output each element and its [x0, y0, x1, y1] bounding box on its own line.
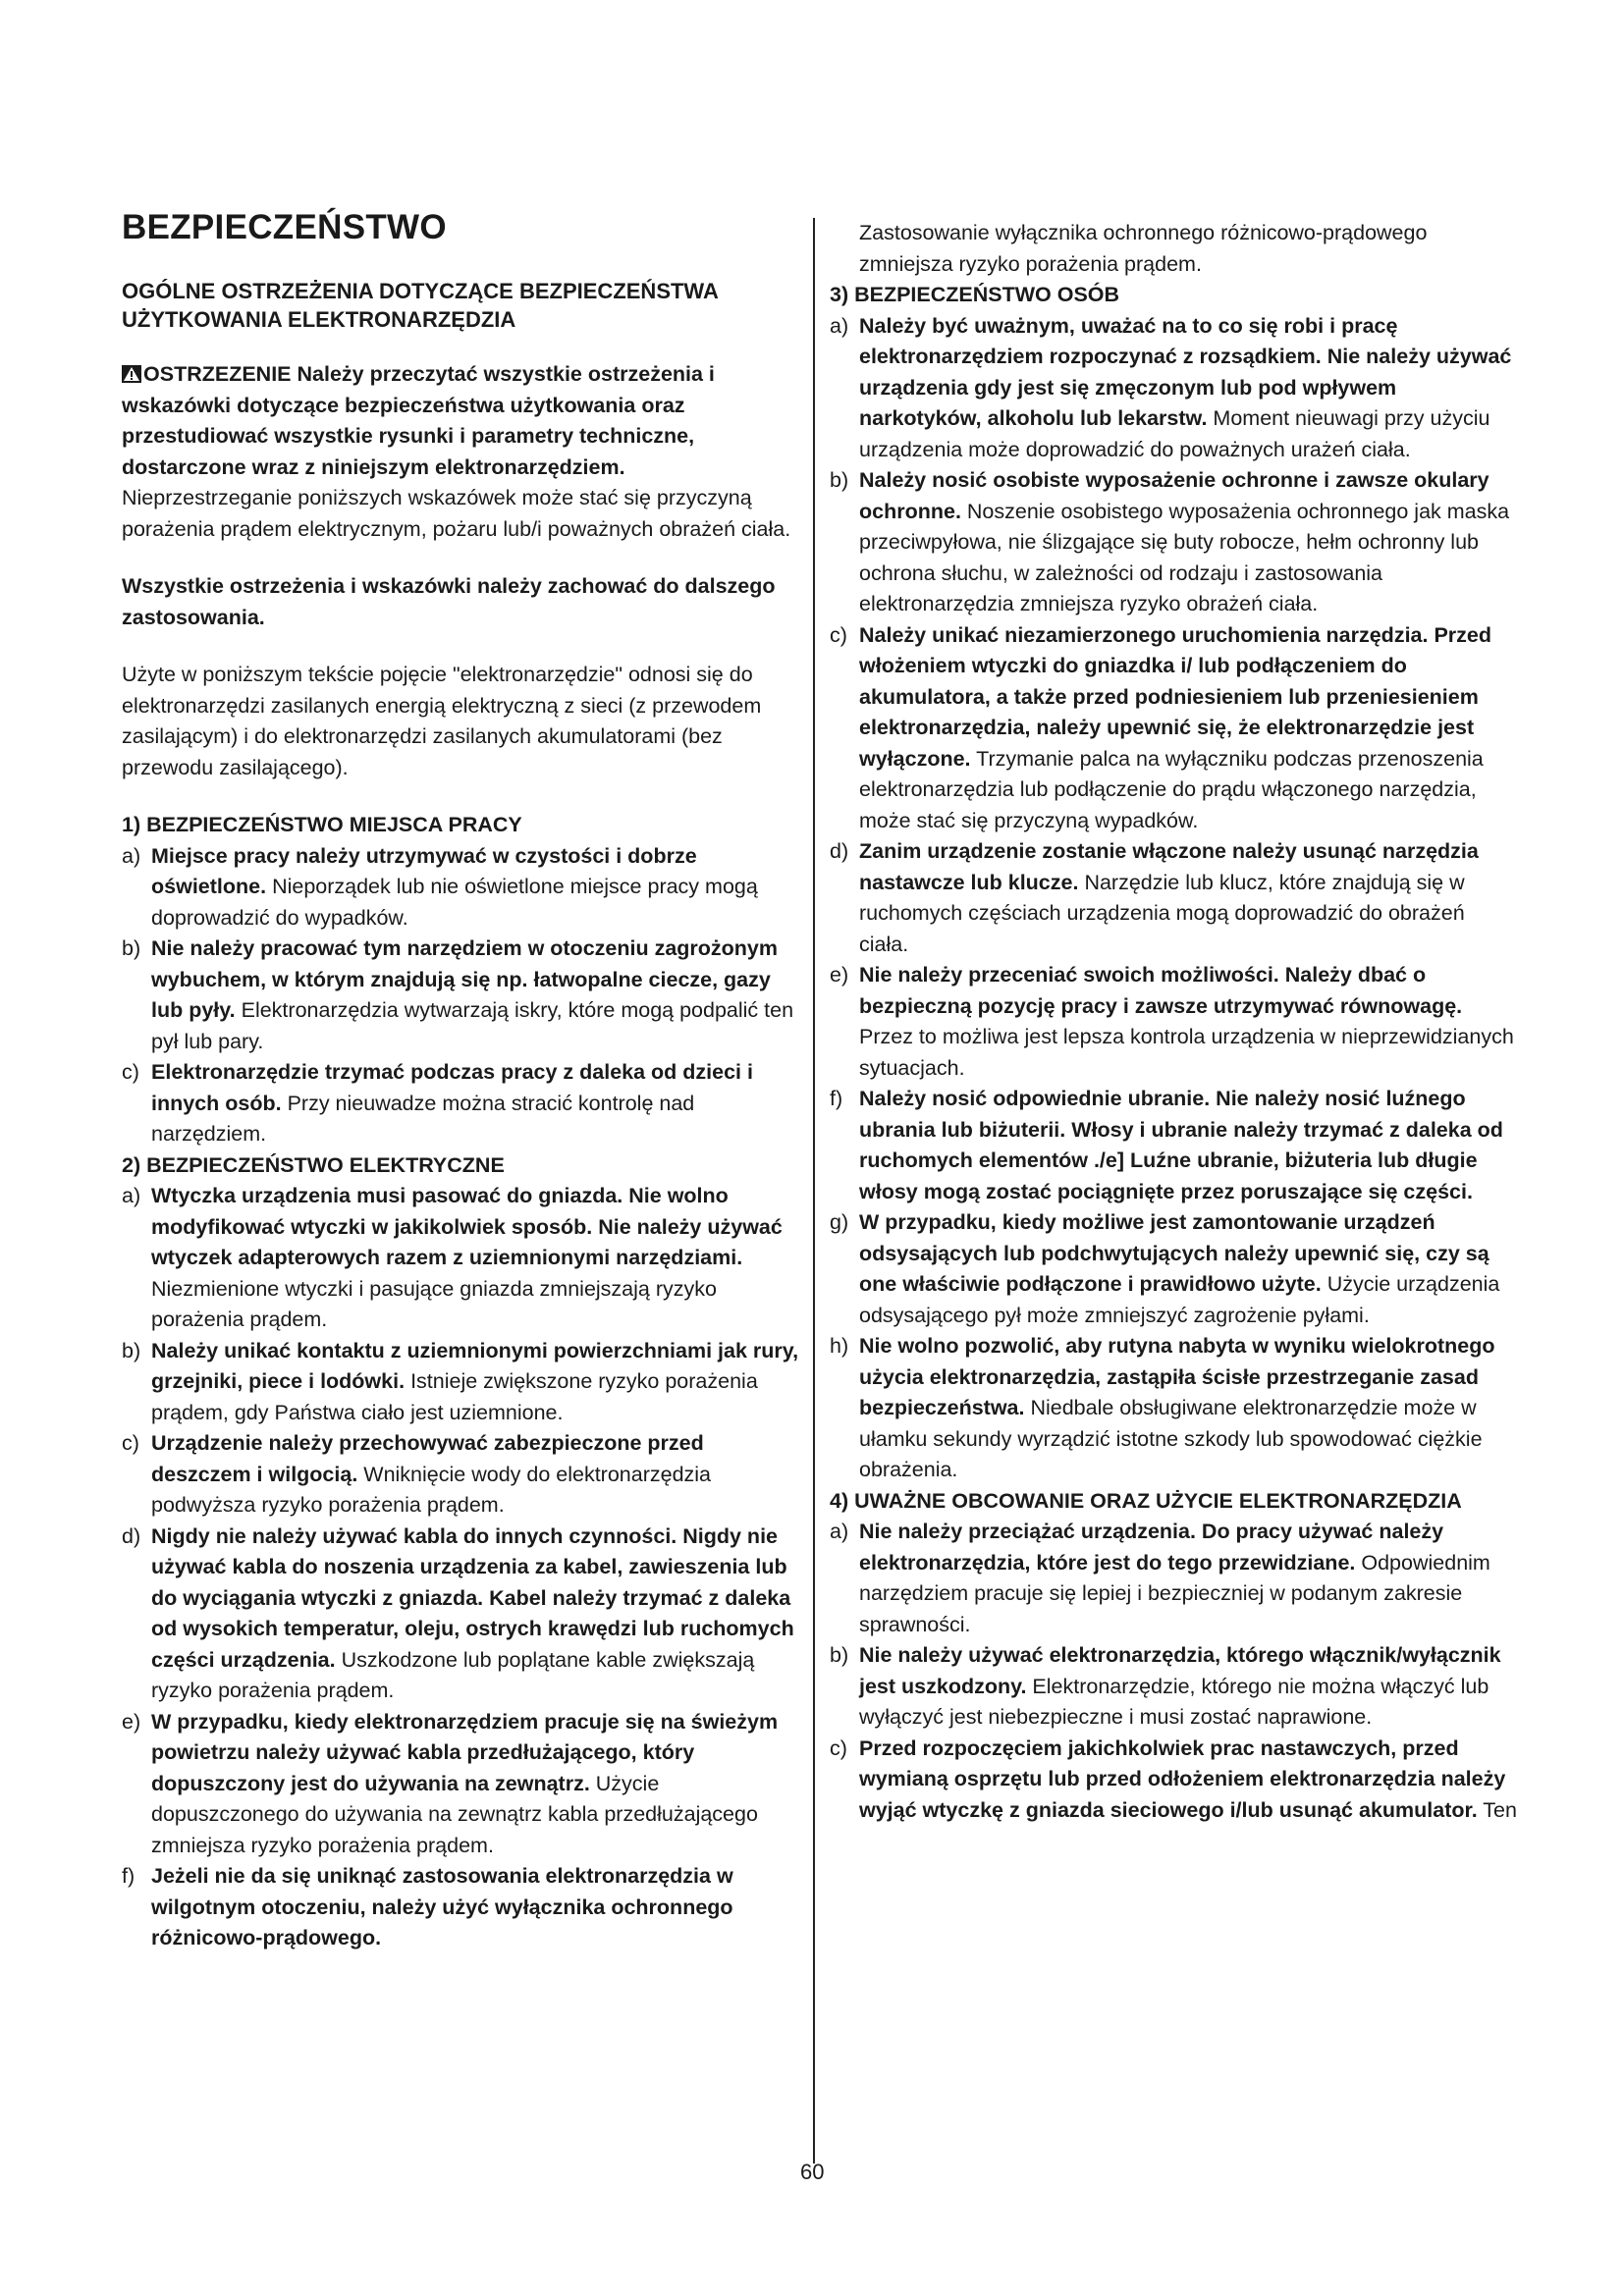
keep-note: Wszystkie ostrzeżenia i wskazówki należy zachować do dalszego zastosowania.: [122, 574, 776, 629]
list-item: f) Jeżeli nie da się uniknąć zastosowania elektronarzędzia w wilgotnym otoczeniu, należy użyć wyłącznika ochronnego różnicowo-prądowego.: [122, 1864, 733, 1949]
list-item: a) Miejsce pracy należy utrzymywać w czystości i dobrze oświetlone. Nieporządek lub nie oświetlone miejsce pracy mogą doprowadzić do wypadków.: [122, 843, 758, 930]
section-4-title: 4) UWAŻNE OBCOWANIE ORAZ UŻYCIE ELEKTRONARZĘDZIA: [830, 1488, 1462, 1513]
left-column: [122, 208, 799, 1954]
continuation-text: Zastosowanie wyłącznika ochronnego różnicowo-prądowego zmniejsza ryzyko porażenia prądem.: [859, 221, 1428, 276]
list-item: b) Nie należy używać elektronarzędzia, którego włącznik/wyłącznik jest uszkodzony. Elektronarzędzie, którego nie można włączyć lub wyłączyć jest niebezpieczne i musi zostać naprawione.: [830, 1643, 1501, 1729]
list-item: f) Należy nosić odpowiednie ubranie. Nie należy nosić luźnego ubrania lub biżuterii. Włosy i ubranie należy trzymać z daleka od ruchomych elementów ./e] Luźne ubranie, biżuteria lub długie włosy mogą zostać pociągnięte przez poruszające się części.: [830, 1087, 1503, 1203]
list-item: b) Nie należy pracować tym narzędziem w otoczeniu zagrożonym wybuchem, w którym znajdują się np. łatwopalne ciecze, gazy lub pyły. Elektronarzędzia wytwarzają iskry, które mogą podpalić ten pył lub pary.: [122, 936, 794, 1053]
list-item: a) Należy być uważnym, uważać na to co się robi i pracę elektronarzędziem rozpoczynać z rozsądkiem. Nie należy używać urządzenia gdy jest się zmęczonym lub pod wpływem narkotyków, alkoholu lub lekarstw. Moment nieuwagi przy użyciu urządzenia może doprowadzić do poważnych urażeń ciała.: [830, 313, 1512, 461]
definition-paragraph: Użyte w poniższym tekście pojęcie "elektronarzędzie" odnosi się do elektronarzędzi zasilanych energią elektryczną z sieci (z przewodem zasilającym) i do elektronarzędzi zasilanych akumulatorami (bez przewodu zasilającego).: [122, 663, 762, 779]
list-item: h) Nie wolno pozwolić, aby rutyna nabyta w wyniku wielokrotnego użycia elektronarzędzia, zastąpiła ścisłe przestrzeganie zasad bezpieczeństwa. Niedbale obsługiwane elektronarzędzie może w ułamku sekundy wyrządzić istotne szkody lub spowodować ciężkie obrażenia.: [830, 1334, 1495, 1481]
warning-paragraph: [122, 359, 799, 545]
list-item: b) Należy nosić osobiste wyposażenie ochronne i zawsze okulary ochronne. Noszenie osobistego wyposażenia ochronnego jak maska przeciwpyłowa, nie ślizgające się buty robocze, hełm ochronny lub ochrona słuchu, w zależności od rodzaju i zastosowania elektronarzędzia zmniejsza ryzyko obrażeń ciała.: [830, 468, 1510, 615]
warning-bold: OSTRZEZENIE Należy przeczytać wszystkie ostrzeżenia i wskazówki dotyczące bezpieczeństwa użytkowania oraz przestudiować wszystkie rysunki i parametry techniczne, dostarczone wraz z niniejszym elektronarzędziem.: [122, 362, 715, 479]
list-item: b) Należy unikać kontaktu z uziemnionymi powierzchniami jak rury, grzejniki, piece i lodówki. Istnieje zwiększone ryzyko porażenia prądem, gdy Państwa ciało jest uziemnione.: [122, 1338, 799, 1424]
right-column: [830, 218, 1517, 1826]
warning-normal: Nieprzestrzeganie poniższych wskazówek może stać się przyczyną porażenia prądem elektrycznym, pożaru lub/i poważnych obrażeń ciała.: [122, 486, 791, 541]
list-item: a) Wtyczka urządzenia musi pasować do gniazda. Nie wolno modyfikować wtyczki w jakikolwiek sposób. Nie należy używać wtyczek adapterowych razem z uziemnionymi narzędziami. Niezmienione wtyczki i pasujące gniazda zmniejszają ryzyko porażenia prądem.: [122, 1184, 783, 1331]
list-item: c) Urządzenie należy przechowywać zabezpieczone przed deszczem i wilgocią. Wniknięcie wody do elektronarzędzia podwyższa ryzyko porażenia prądem.: [122, 1431, 712, 1517]
list-item: d) Nigdy nie należy używać kabla do innych czynności. Nigdy nie używać kabla do noszenia urządzenia za kabel, zawieszenia lub do wyciągania wtyczki z gniazda. Kabel należy trzymać z daleka od wysokich temperatur, oleju, ostrych krawędzi lub ruchomych części urządzenia. Uszkodzone lub poplątane kable zwiększają ryzyko porażenia prądem.: [122, 1523, 794, 1702]
list-item: a) Nie należy przeciążać urządzenia. Do pracy używać należy elektronarzędzia, które jest do tego przewidziane. Odpowiednim narzędziem pracuje się lepiej i bezpieczniej w podanym zakresie sprawności.: [830, 1520, 1490, 1636]
section-3-title: 3) BEZPIECZEŃSTWO OSÓB: [830, 283, 1120, 306]
subtitle: OGÓLNE OSTRZEŻENIA DOTYCZĄCE BEZPIECZEŃSTWA UŻYTKOWANIA ELEKTRONARZĘDZIA: [122, 279, 719, 332]
page-title: BEZPIECZEŃSTWO: [122, 208, 447, 246]
list-item: c) Elektronarzędzie trzymać podczas pracy z daleka od dzieci i innych osób. Przy nieuwadze można stracić kontrolę nad narzędziem.: [122, 1060, 753, 1146]
warning-triangle-icon: [122, 365, 141, 383]
page-number: 60: [800, 2160, 825, 2184]
list-item: g) W przypadku, kiedy możliwe jest zamontowanie urządzeń odsysających lub podchwytujących należy upewnić się, czy są one właściwie podłączone i prawidłowo użyte. Użycie urządzenia odsysającego pył może zmniejszyć zagrożenie pyłami.: [830, 1210, 1500, 1327]
section-1-title: 1) BEZPIECZEŃSTWO MIEJSCA PRACY: [122, 813, 522, 836]
list-item: e) Nie należy przeceniać swoich możliwości. Należy dbać o bezpieczną pozycję pracy i zawsze utrzymywać równowagę. Przez to możliwa jest lepsza kontrola urządzenia w nieprzewidzianych sytuacjach.: [830, 963, 1514, 1080]
section-2-title: 2) BEZPIECZEŃSTWO ELEKTRYCZNE: [122, 1152, 505, 1177]
list-item: e) W przypadku, kiedy elektronarzędziem pracuje się na świeżym powietrzu należy używać kabla przedłużającego, który dopuszczony jest do używania na zewnątrz. Użycie dopuszczonego do używania na zewnątrz kabla przedłużającego zmniejsza ryzyko porażenia prądem.: [122, 1709, 779, 1857]
column-divider: [813, 218, 815, 2163]
list-item: d) Zanim urządzenie zostanie włączone należy usunąć narzędzia nastawcze lub klucze. Narzędzie lub klucz, które znajdują się w ruchomych częściach urządzenia mogą doprowadzić do obrażeń ciała.: [830, 839, 1479, 956]
list-item: c) Należy unikać niezamierzonego uruchomienia narzędzia. Przed włożeniem wtyczki do gniazdka i/ lub podłączeniem do akumulatora, a także przed podniesieniem lub przeniesieniem elektronarzędzia, należy upewnić się, że elektronarzędzie jest wyłączone. Trzymanie palca na wyłączniku podczas przenoszenia elektronarzędzia lub podłączenie do prądu włączonego narzędzia, może stać się przyczyną wypadków.: [830, 622, 1491, 832]
list-item: c) Przed rozpoczęciem jakichkolwiek prac nastawczych, przed wymianą osprzętu lub przed odłożeniem elektronarzędzia należy wyjąć wtyczkę z gniazda sieciowego i/lub usunąć akumulator. Ten: [830, 1735, 1517, 1822]
